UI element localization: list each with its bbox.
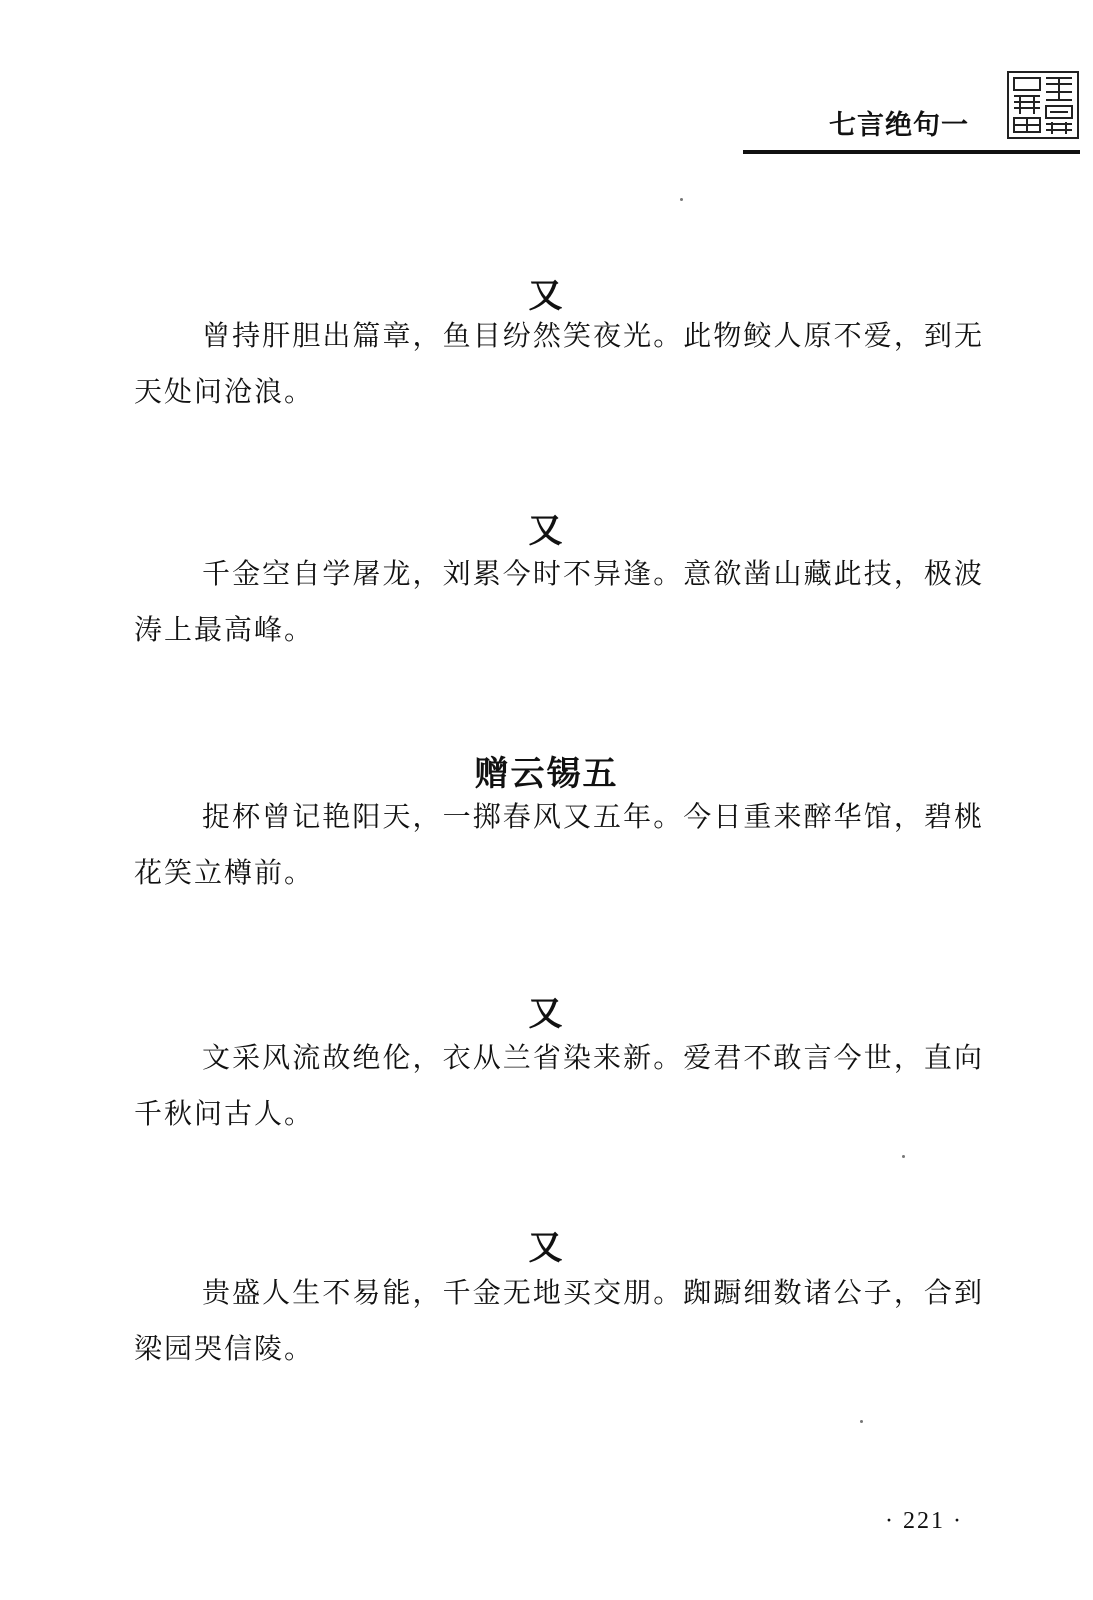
scan-speck [860, 1420, 863, 1423]
poem-title: 赠云锡五 [474, 754, 619, 795]
poem-text: 千金空自学屠龙，刘累今时不异逢。意欲凿山藏此技，极波涛上最高峰。 [134, 557, 984, 646]
poem-text: 曾持肝胆出篇章，鱼目纷然笑夜光。此物鲛人原不爱，到无天处问沧浪。 [134, 319, 984, 408]
poem-title: 又 [528, 994, 565, 1035]
poem-text: 贵盛人生不易能，千金无地买交朋。踟蹰细数诸公子，合到梁园哭信陵。 [134, 1276, 984, 1365]
page-number: · 221 · [885, 1508, 963, 1534]
seal-stamp-icon [1006, 70, 1080, 140]
poem-text: 捉杯曾记艳阳天，一掷春风又五年。今日重来醉华馆，碧桃花笑立樽前。 [134, 800, 984, 889]
scan-speck [680, 198, 683, 201]
header-rule [743, 150, 1080, 154]
poem-title: 又 [528, 1228, 565, 1269]
poem-text: 文采风流故绝伦，衣从兰省染来新。爱君不敢言今世，直向千秋问古人。 [134, 1041, 984, 1130]
section-title: 七言绝句一 [829, 110, 969, 141]
poem-title: 又 [528, 276, 565, 317]
scan-speck [902, 1155, 905, 1158]
poem-title: 又 [528, 511, 565, 552]
